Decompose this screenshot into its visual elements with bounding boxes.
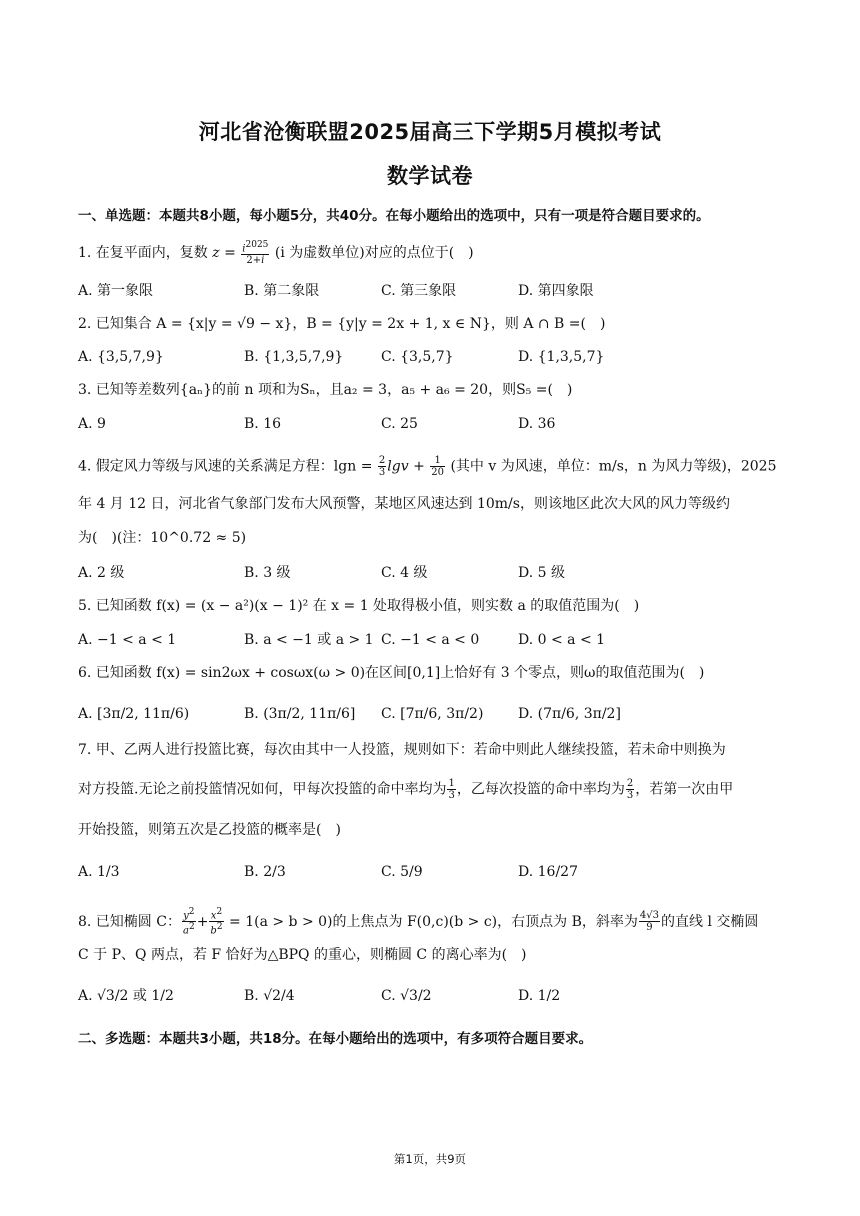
question-4-line-1: 4. 假定风力等级与风速的关系满足方程：lgn = $\frac{2}{3}$ lgv + $\frac{1}{20}$ (其中 v 为风速，单位：m/s，n 为风力等级)，2025 — [78, 455, 777, 478]
option-b: B. 2/3 — [244, 864, 286, 880]
option-c: C. 第三象限 — [381, 283, 457, 299]
fraction-x2-b2: $\frac{x^2}{b^2}$ — [210, 907, 223, 937]
question-8-line-2: C 于 P、Q 两点，若 F 恰好为△BPQ 的重心，则椭圆 C 的离心率为( ) — [78, 947, 527, 963]
question-7-line-3: 开始投篮，则第五次是乙投篮的概率是( ) — [78, 822, 341, 838]
fraction-two-thirds: $\frac{2}{3}$ — [378, 455, 386, 478]
option-b: B. (3π/2, 11π/6] — [244, 706, 356, 722]
question-3: 3. 已知等差数列{aₙ}的前 n 项和为Sₙ，且a₂ = 3，a₅ + a₆ = 20，则S₅ =( ) — [78, 382, 573, 398]
question-6: 6. 已知函数 f(x) = sin2ωx + cosωx(ω > 0)在区间[0,1]上恰好有 3 个零点，则ω的取值范围为( ) — [78, 665, 705, 681]
question-8-text-c: 的直线 l 交椭圆 — [661, 913, 759, 930]
question-4-options — [78, 562, 798, 588]
question-8-text-b: = 1(a > b > 0)的上焦点为 F(0,c)(b > c)，右顶点为 B，斜率为 — [224, 913, 638, 930]
question-5-options — [78, 629, 798, 655]
option-d: D. 16/27 — [518, 864, 578, 880]
option-a: A. 第一象限 — [78, 283, 154, 299]
question-5: 5. 已知函数 f(x) = (x − a²)(x − 1)² 在 x = 1 处取得极小值，则实数 a 的取值范围为( ) — [78, 598, 640, 614]
option-a: A. −1 < a < 1 — [78, 632, 177, 648]
option-d: D. 第四象限 — [518, 283, 594, 299]
option-b: B. 第二象限 — [244, 283, 320, 299]
option-b: B. {1,3,5,7,9} — [244, 349, 344, 365]
fraction-two-thirds: $\frac{2}{3}$ — [626, 778, 634, 801]
fraction-y2-a2: $\frac{y^2}{a^2}$ — [182, 907, 195, 937]
option-a: A. 2 级 — [78, 565, 125, 581]
option-a: A. 9 — [78, 416, 106, 432]
option-c: C. 4 级 — [381, 565, 428, 581]
option-b: B. 16 — [244, 416, 282, 432]
option-c: C. {3,5,7} — [381, 349, 454, 365]
question-6-options — [78, 703, 798, 729]
section-heading-multiple-choice: 二、多选题：本题共3小题，共18分。在每小题给出的选项中，有多项符合题目要求。 — [78, 1031, 593, 1047]
option-a: A. {3,5,7,9} — [78, 349, 164, 365]
question-7-line-1: 7. 甲、乙两人进行投篮比赛，每次由其中一人投篮，规则如下：若命中则此人继续投篮，若未命中则换为 — [78, 742, 726, 758]
question-1-fraction: $\frac{i^{2025}}{2+i}$ — [242, 240, 269, 267]
option-c: C. 25 — [381, 416, 418, 432]
page-title: 河北省沧衡联盟2025届高三下学期5月模拟考试 — [198, 120, 662, 144]
option-b: B. 3 级 — [244, 565, 291, 581]
question-4-line-2: 年 4 月 12 日，河北省气象部门发布大风预警，某地区风速达到 10m/s，则该地区此次大风的风力等级约 — [78, 496, 730, 512]
option-a: A. 1/3 — [78, 864, 120, 880]
question-3-options — [78, 413, 798, 439]
option-d: D. (7π/6, 3π/2] — [518, 706, 621, 722]
option-c: C. −1 < a < 0 — [381, 632, 480, 648]
question-7-text-a: 对方投篮.无论之前投篮情况如何，甲每次投篮的命中率均为 — [78, 781, 447, 798]
option-a: A. [3π/2, 11π/6) — [78, 706, 190, 722]
question-1: 1. 在复平面内，复数 z = $\frac{i^{2025}}{2+i}$ (i 为虚数单位)对应的点位于( ) — [78, 240, 474, 267]
option-a: A. √3/2 或 1/2 — [78, 988, 174, 1004]
option-d: D. 36 — [518, 416, 556, 432]
option-d: D. 1/2 — [518, 988, 561, 1004]
fraction-one-third: $\frac{1}{3}$ — [448, 778, 455, 801]
question-7-text-c: ，若第一次由甲 — [635, 781, 734, 798]
question-4-suffix: (其中 v 为风速，单位：m/s，n 为风力等级)，2025 — [450, 458, 777, 475]
page-footer: 第1页，共9页 — [393, 1152, 467, 1166]
question-8-options — [78, 985, 798, 1011]
option-c: C. [7π/6, 3π/2) — [381, 706, 484, 722]
question-2-options — [78, 346, 798, 372]
question-4-prefix: 4. 假定风力等级与风速的关系满足方程：lgn = — [78, 458, 373, 475]
option-c: C. √3/2 — [381, 988, 432, 1004]
option-b: B. a < −1 或 a > 1 — [244, 632, 374, 648]
page-subtitle: 数学试卷 — [387, 164, 473, 188]
option-d: D. 5 级 — [518, 565, 565, 581]
question-8-line-1: 8. 已知椭圆 C： $\frac{y^2}{a^2}$ + $\frac{x^2}{b^2}$ = 1(a > b > 0)的上焦点为 F(0,c)(b > c)，右顶点为 B，斜率为 $\frac{4√3}{9}$ 的直线 l 交椭圆 — [78, 907, 759, 937]
fraction-one-twentieth: $\frac{1}{20}$ — [431, 455, 445, 478]
question-1-suffix: (i 为虚数单位)对应的点位于( ) — [274, 245, 474, 262]
option-c: C. 5/9 — [381, 864, 423, 880]
question-2: 2. 已知集合 A = {x|y = √9 − x}，B = {y|y = 2x + 1, x ∈ N}，则 A ∩ B =( ) — [78, 316, 606, 332]
fraction-slope: $\frac{4√3}{9}$ — [639, 910, 659, 934]
question-7-options — [78, 861, 798, 887]
question-4-line-3: 为( )(注：10^0.72 ≈ 5) — [78, 530, 247, 546]
option-d: D. {1,3,5,7} — [518, 349, 605, 365]
section-heading-single-choice: 一、单选题：本题共8小题，每小题5分，共40分。在每小题给出的选项中，只有一项是符合题目要求的。 — [78, 208, 710, 224]
question-8-text-a: 8. 已知椭圆 C： — [78, 913, 181, 930]
option-d: D. 0 < a < 1 — [518, 632, 606, 648]
option-b: B. √2/4 — [244, 988, 295, 1004]
question-7-text-b: ，乙每次投篮的命中率均为 — [456, 781, 625, 798]
question-7-line-2 — [78, 778, 798, 801]
question-1-options — [78, 280, 798, 306]
question-1-prefix: 1. 在复平面内，复数 — [78, 245, 208, 262]
